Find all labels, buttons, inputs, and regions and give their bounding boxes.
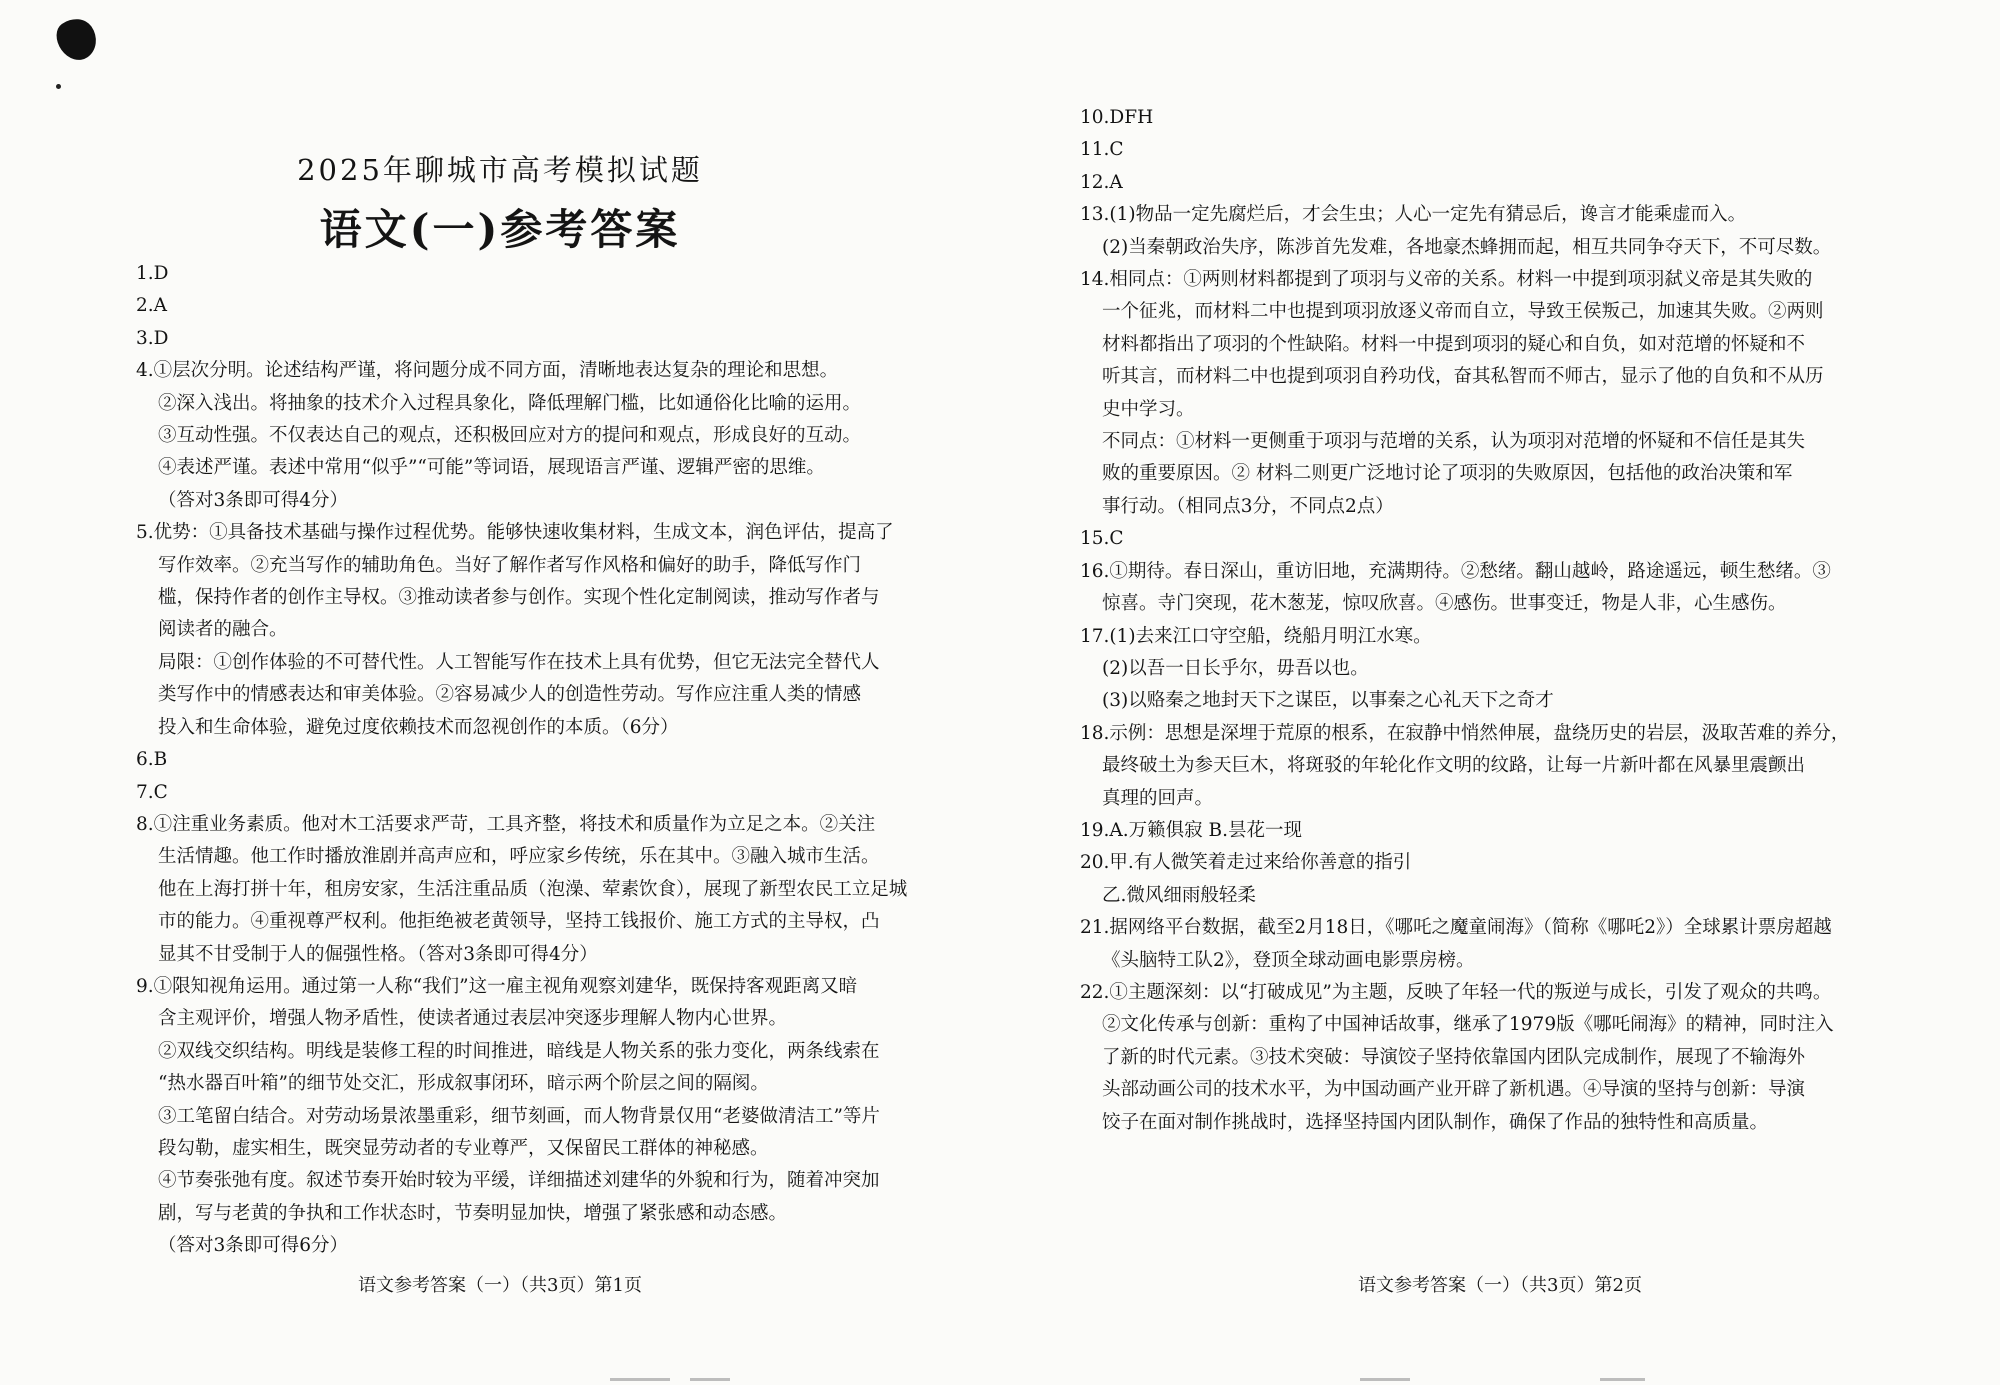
answer-line: 史中学习。 (1102, 398, 1195, 420)
answer-line: 15.C (1080, 528, 1124, 550)
answer-line: 惊喜。寺门突现，花木葱茏，惊叹欣喜。④感伤。世事变迁，物是人非，心生感伤。 (1102, 593, 1787, 615)
answer-line: 11.C (1080, 139, 1124, 161)
answer-line: 一个征兆，而材料二中也提到项羽放逐义帝而自立，导致王侯叛己，加速其失败。②两则 (1102, 301, 1824, 323)
scan-edge-mark (690, 1378, 730, 1381)
exam-title: 2025年聊城市高考模拟试题 (297, 153, 703, 187)
answer-line: 头部动画公司的技术水平，为中国动画产业开辟了新机遇。④导演的坚持与创新：导演 (1102, 1079, 1806, 1101)
answer-line: 5.优势：①具备技术基础与操作过程优势。能够快速收集材料，生成文本，润色评估，提高了 (136, 522, 894, 544)
answer-line: 显其不甘受制于人的倔强性格。（答对3条即可得4分） (158, 943, 598, 965)
answer-line: 13.(1)物品一定先腐烂后，才会生虫；人心一定先有猜忌后，谗言才能乘虚而入。 (1080, 204, 1747, 226)
answer-line: （答对3条即可得6分） (158, 1235, 349, 1257)
answer-line: 他在上海打拼十年，租房安家，生活注重品质（泡澡、荤素饮食），展现了新型农民工立足城 (158, 878, 908, 900)
answer-line: 生活情趣。他工作时播放淮剧并高声应和，呼应家乡传统，乐在其中。③融入城市生活。 (158, 846, 880, 868)
answer-line: 真理的回声。 (1102, 787, 1214, 809)
answer-line: “热水器百叶箱”的细节处交汇，形成叙事闭环，暗示两个阶层之间的隔阂。 (158, 1073, 769, 1095)
answer-line: ③工笔留白结合。对劳动场景浓墨重彩，细节刻画，而人物背景仅用“老婆做清洁工”等片 (158, 1105, 880, 1127)
ink-dot (56, 84, 61, 89)
ink-blot (49, 11, 104, 67)
answer-line: 19.A.万籁俱寂 B.昙花一现 (1080, 819, 1303, 841)
answer-line: 20.甲.有人微笑着走过来给你善意的指引 (1080, 852, 1412, 874)
answer-line: 21.据网络平台数据，截至2月18日，《哪吒之魔童闹海》（简称《哪吒2》）全球累计票房超越 (1080, 917, 1832, 939)
answer-line: ③互动性强。不仅表达自己的观点，还积极回应对方的提问和观点，形成良好的互动。 (158, 425, 862, 447)
answer-line: 乙.微风细雨般轻柔 (1102, 884, 1256, 906)
answer-line: 《头脑特工队2》，登顶全球动画电影票房榜。 (1102, 949, 1475, 971)
answer-line: ②双线交织结构。明线是装修工程的时间推进，暗线是人物关系的张力变化，两条线索在 (158, 1040, 880, 1062)
answer-line: 不同点：①材料一更侧重于项羽与范增的关系，认为项羽对范增的怀疑和不信任是其失 (1102, 431, 1806, 453)
answer-line: 含主观评价，增强人物矛盾性，使读者通过表层冲突逐步理解人物内心世界。 (158, 1008, 788, 1030)
answer-line: 最终破土为参天巨木，将斑驳的年轮化作文明的纹路，让每一片新叶都在风暴里震颤出 (1102, 755, 1806, 777)
answer-page-2 (1000, 0, 2000, 1385)
answer-line: 败的重要原因。② 材料二则更广泛地讨论了项羽的失败原因，包括他的政治决策和军 (1102, 463, 1793, 485)
answer-line: 14.相同点：①两则材料都提到了项羽与义帝的关系。材料一中提到项羽弑义帝是其失败的 (1080, 269, 1813, 291)
answer-line: 市的能力。④重视尊严权利。他拒绝被老黄领导，坚持工钱报价、施工方式的主导权，凸 (158, 911, 880, 933)
answer-line: 阅读者的融合。 (158, 619, 288, 641)
answer-line: 1.D (136, 263, 169, 284)
answer-line: 剧，写与老黄的争执和工作状态时，节奏明显加快，增强了紧张感和动态感。 (158, 1202, 788, 1224)
answer-line: 事行动。（相同点3分，不同点2点） (1102, 495, 1394, 517)
answer-line: 听其言，而材料二中也提到项羽自矜功伐，奋其私智而不师古，显示了他的自负和不从历 (1102, 366, 1824, 388)
answer-line: 投入和生命体验，避免过度依赖技术而忽视创作的本质。（6分） (158, 716, 679, 738)
answer-line: 3.D (136, 327, 169, 349)
answer-line: 17.(1)去来江口守空船，绕船月明江水寒。 (1080, 625, 1432, 647)
left-answer-list (136, 258, 906, 1263)
answer-line: 饺子在面对制作挑战时，选择坚持国内团队制作，确保了作品的独特性和高质量。 (1102, 1111, 1769, 1133)
answer-line: 7.C (136, 781, 168, 803)
answer-line: 9.①限知视角运用。通过第一人称“我们”这一雇主视角观察刘建华，既保持客观距离又暗 (136, 975, 858, 997)
page-footer-1: 语文参考答案（一）（共3页）第1页 (358, 1275, 642, 1296)
scan-edge-mark (1600, 1378, 1645, 1381)
answer-line: (2)当秦朝政治失序，陈涉首先发难，各地豪杰蜂拥而起，相互共同争夺天下，不可尽数。 (1102, 236, 1832, 258)
answer-line: 18.示例：思想是深埋于荒原的根系，在寂静中悄然伸展，盘绕历史的岩层，汲取苦难的养分， (1080, 722, 1850, 744)
answer-line: ②文化传承与创新：重构了中国神话故事，继承了1979版《哪吒闹海》的精神，同时注入 (1102, 1014, 1834, 1036)
answer-line: (3)以赂秦之地封天下之谋臣，以事秦之心礼天下之奇才 (1102, 690, 1554, 712)
answer-line: 写作效率。②充当写作的辅助角色。当好了解作者写作风格和偏好的助手，降低写作门 (158, 554, 862, 576)
answer-line: 8.①注重业务素质。他对木工活要求严苛，工具齐整，将技术和质量作为立足之本。②关注 (136, 813, 876, 835)
answer-line: （答对3条即可得4分） (158, 489, 349, 511)
answer-line: 4.①层次分明。论述结构严谨，将问题分成不同方面，清晰地表达复杂的理论和思想。 (136, 360, 839, 382)
scan-edge-mark (610, 1378, 670, 1381)
answer-line: ②深入浅出。将抽象的技术介入过程具象化，降低理解门槛，比如通俗化比喻的运用。 (158, 392, 862, 414)
answer-line: (2)以吾一日长乎尔，毋吾以也。 (1102, 657, 1369, 679)
answer-line: 6.B (136, 749, 168, 771)
answer-line: 12.A (1080, 171, 1123, 193)
answer-line: 了新的时代元素。③技术突破：导演饺子坚持依靠国内团队完成制作，展现了不输海外 (1102, 1046, 1806, 1068)
scan-edge-mark (1360, 1378, 1410, 1381)
answer-line: 段勾勒，虚实相生，既突显劳动者的专业尊严，又保留民工群体的神秘感。 (158, 1137, 769, 1159)
answer-line: ④表述严谨。表述中常用“似乎”“可能”等词语，展现语言严谨、逻辑严密的思维。 (158, 457, 825, 479)
answer-line: ④节奏张弛有度。叙述节奏开始时较为平缓，详细描述刘建华的外貌和行为，随着冲突加 (158, 1170, 880, 1192)
answer-line: 材料都指出了项羽的个性缺陷。材料一中提到项羽的疑心和自负，如对范增的怀疑和不 (1102, 333, 1806, 355)
right-answer-list (1080, 102, 1870, 1139)
page-footer-2: 语文参考答案（一）（共3页）第2页 (1358, 1275, 1642, 1296)
answer-key-title: 语文(一)参考答案 (319, 205, 681, 254)
answer-line: 槛，保持作者的创作主导权。③推动读者参与创作。实现个性化定制阅读，推动写作者与 (158, 587, 880, 609)
answer-line: 10.DFH (1080, 107, 1154, 128)
answer-line: 局限：①创作体验的不可替代性。人工智能写作在技术上具有优势，但它无法完全替代人 (158, 651, 880, 673)
answer-line: 16.①期待。春日深山，重访旧地，充满期待。②愁绪。翻山越岭，路途遥远，顿生愁绪。③ (1080, 560, 1831, 582)
answer-line: 22.①主题深刻：以“打破成见”为主题，反映了年轻一代的叛逆与成长，引发了观众的共鸣。 (1080, 981, 1832, 1003)
answer-line: 2.A (136, 295, 168, 317)
answer-line: 类写作中的情感表达和审美体验。②容易减少人的创造性劳动。写作应注重人类的情感 (158, 684, 862, 706)
